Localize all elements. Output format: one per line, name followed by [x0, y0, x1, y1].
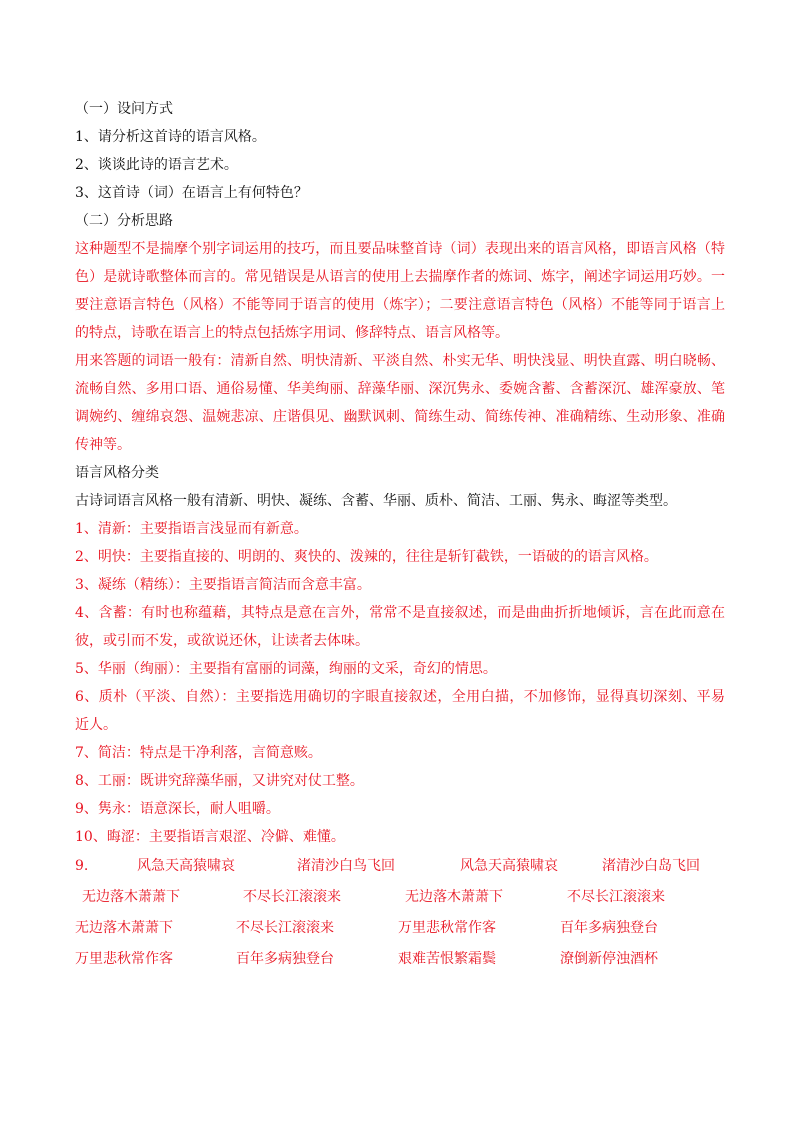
- style-item: 6、质朴（平淡、自然）：主要指选用确切的字眼直接叙述，全用白描，不加修饰，显得真切深刻、平易: [75, 689, 725, 705]
- poem-line: 万里悲秋常作客: [398, 920, 496, 936]
- style-item: 9、隽永：语意深长，耐人咀嚼。: [75, 801, 280, 817]
- style-item: 10、晦涩：主要指语言艰涩、冷僻、难懂。: [75, 829, 345, 845]
- poem-line: 风急天高猿啸哀: [137, 858, 235, 874]
- poem-line: 艰难苦恨繁霜鬓: [398, 951, 496, 967]
- poem-line: 潦倒新停浊酒杯: [560, 951, 658, 967]
- poem-line: 风急天高猿啸哀: [460, 858, 558, 874]
- analysis-paragraph: [75, 235, 725, 347]
- style-item: 7、简洁：特点是干净利落，言简意赅。: [75, 745, 322, 761]
- styles-intro: 古诗词语言风格一般有清新、明快、凝练、含蓄、华丽、质朴、简洁、工丽、隽永、晦涩等类型。: [75, 493, 677, 509]
- paragraph-line: 传神等。: [75, 437, 131, 453]
- poem-line: 百年多病独登台: [236, 951, 334, 967]
- poem-line: 无边落木萧萧下: [405, 889, 503, 905]
- paragraph-line: 要注意语言特色（风格）不能等同于语言的使用（炼字）；二要注意语言特色（风格）不能等同于语言上: [75, 297, 725, 313]
- style-item: 8、工丽：既讲究辞藻华丽，又讲究对仗工整。: [75, 773, 364, 789]
- style-item: 4、含蓄：有时也称蕴藉，其特点是意在言外，常常不是直接叙述，而是曲曲折折地倾诉，言在此而意在: [75, 605, 725, 621]
- question-item: 3、这首诗（词）在语言上有何特色？: [75, 185, 308, 201]
- section-heading-styles: 语言风格分类: [75, 465, 159, 481]
- style-item: 2、明快：主要指直接的、明朗的、爽快的、泼辣的，往往是斩钉截铁，一语破的的语言风格。: [75, 549, 658, 565]
- poem-line: 无边落木萧萧下: [75, 920, 173, 936]
- question-item: 2、谈谈此诗的语言艺术。: [75, 157, 238, 173]
- answer-terms-paragraph: [75, 347, 725, 459]
- paragraph-line: 这种题型不是揣摩个别字词运用的技巧，而且要品味整首诗（词）表现出来的语言风格，即语言风格（特: [75, 241, 725, 257]
- poem-line: 渚清沙白岛飞回: [602, 858, 700, 874]
- section-heading-analysis: （二）分析思路: [75, 213, 173, 229]
- style-item-continued: 彼，或引而不发，或欲说还休，让读者去体味。: [75, 633, 369, 649]
- paragraph-line: 色）是就诗歌整体而言的。常见错误是从语言的使用上去揣摩作者的炼词、炼字，阐述字词运用巧妙。一: [75, 269, 725, 285]
- poem-line: 万里悲秋常作客: [75, 951, 173, 967]
- poem-number: 9.: [75, 858, 89, 874]
- poem-block: [75, 851, 725, 975]
- paragraph-line: 用来答题的词语一般有：清新自然、明快清新、平淡自然、朴实无华、明快浅显、明快直露、明白晓畅、: [75, 353, 725, 369]
- poem-line: 百年多病独登台: [560, 920, 658, 936]
- poem-line: 渚清沙白鸟飞回: [297, 858, 395, 874]
- section-heading-questioning: （一）设问方式: [75, 101, 173, 117]
- poem-row: [75, 851, 725, 882]
- poem-row: [75, 882, 725, 913]
- style-item-continued: 近人。: [75, 717, 117, 733]
- poem-row: [75, 944, 725, 975]
- poem-line: 不尽长江滚滚来: [567, 889, 665, 905]
- paragraph-line: 流畅自然、多用口语、通俗易懂、华美绚丽、辞藻华丽、深沉隽永、委婉含蓄、含蓄深沉、雄浑豪放、笔: [75, 381, 725, 397]
- paragraph-line: 的特点，诗歌在语言上的特点包括炼字用词、修辞特点、语言风格等。: [75, 325, 509, 341]
- document-body: [75, 95, 725, 975]
- poem-line: 无边落木萧萧下: [82, 889, 180, 905]
- paragraph-line: 调婉约、缠绵哀怨、温婉悲凉、庄谐俱见、幽默讽刺、简练生动、简练传神、准确精练、生动形象、准确: [75, 409, 725, 425]
- style-item: 3、凝练（精练）：主要指语言简洁而含意丰富。: [75, 577, 371, 593]
- question-item: 1、请分析这首诗的语言风格。: [75, 129, 266, 145]
- poem-row: [75, 913, 725, 944]
- poem-line: 不尽长江滚滚来: [236, 920, 334, 936]
- style-item: 5、华丽（绚丽）：主要指有富丽的词藻，绚丽的文采，奇幻的情思。: [75, 661, 497, 677]
- style-item: 1、清新：主要指语言浅显而有新意。: [75, 521, 308, 537]
- poem-line: 不尽长江滚滚来: [243, 889, 341, 905]
